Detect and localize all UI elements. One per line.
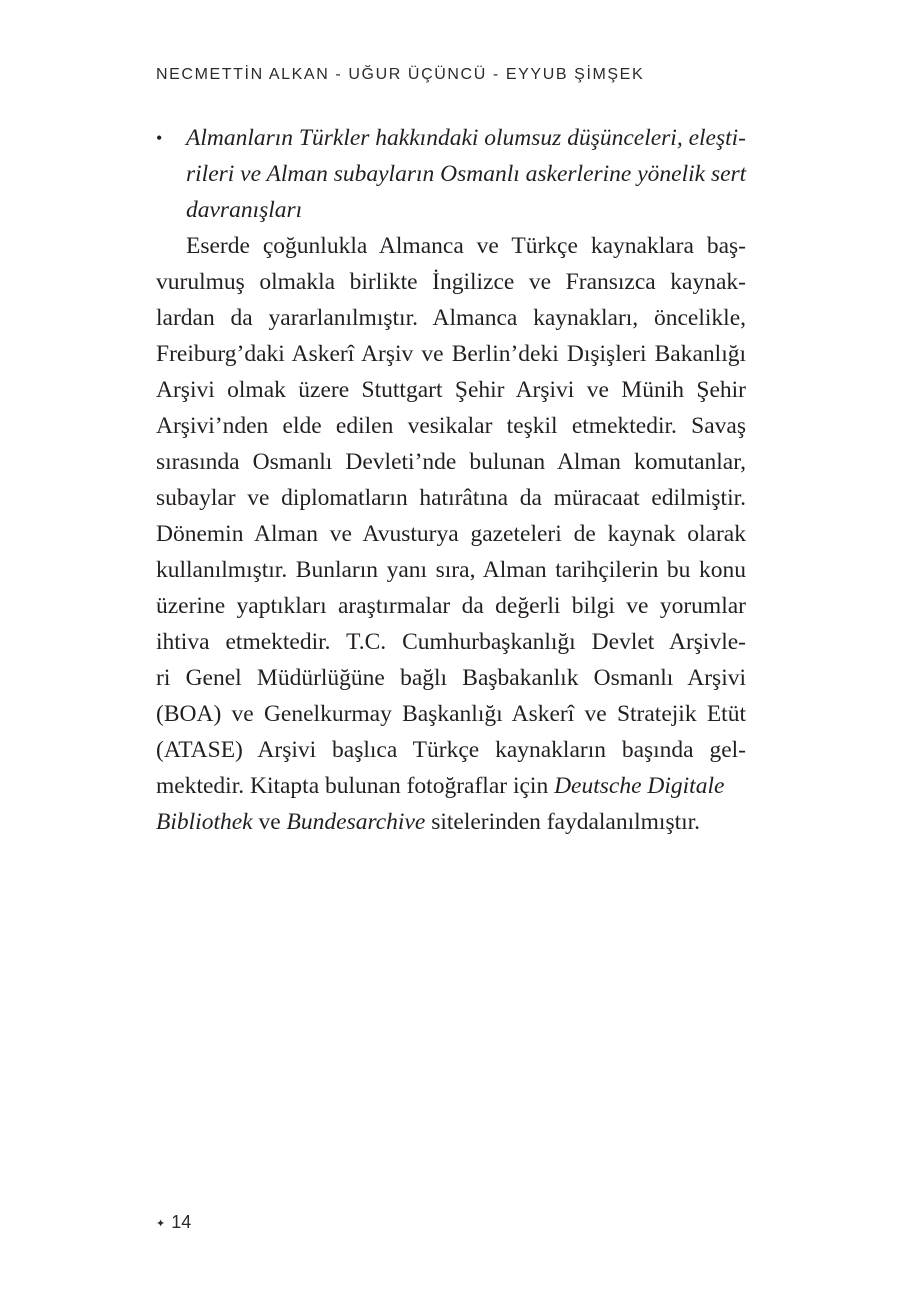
paragraph-line: subaylar ve diplomatların hatırâtına da müracaat edilmiştir. bbox=[156, 485, 746, 511]
paragraph-line: ihtiva etmektedir. T.C. Cumhurbaşkanlığı Devlet Arşivle- bbox=[156, 629, 746, 655]
paragraph-line: (BOA) ve Genelkurmay Başkanlığı Askerî ve Stratejik Etüt bbox=[156, 701, 746, 727]
body-paragraph bbox=[156, 228, 746, 840]
bullet-line: Almanların Türkler hakkındaki olumsuz düşünceleri, eleşti- bbox=[186, 125, 747, 151]
paragraph-line: Arşivi olmak üzere Stuttgart Şehir Arşivi ve Münih Şehir bbox=[156, 377, 746, 403]
paragraph-line: lardan da yararlanılmıştır. Almanca kaynakları, öncelikle, bbox=[156, 305, 746, 331]
italic-source-title: Deutsche Digitale bbox=[554, 773, 725, 799]
paragraph-line: kullanılmıştır. Bunların yanı sıra, Alman tarihçilerin bu konu bbox=[156, 557, 746, 583]
diamond-ornament-icon: ✦ bbox=[156, 1217, 166, 1230]
paragraph-line: Freiburg’daki Askerî Arşiv ve Berlin’deki Dışişleri Bakanlığı bbox=[156, 341, 746, 367]
bullet-text bbox=[186, 120, 746, 228]
connector-text: ve bbox=[258, 809, 281, 835]
closing-text: sitelerinden faydalanılmıştır. bbox=[431, 809, 701, 835]
paragraph-line: vurulmuş olmakla birlikte İngilizce ve Fransızca kaynak- bbox=[156, 269, 746, 295]
paragraph-line: Arşivi’nden elde edilen vesikalar teşkil etmektedir. Savaş bbox=[156, 413, 746, 439]
paragraph-line: (ATASE) Arşivi başlıca Türkçe kaynakların başında gel- bbox=[156, 737, 746, 763]
paragraph-line-text: mektedir. Kitapta bulunan fotoğraflar için bbox=[156, 773, 549, 799]
italic-source-title: Bundesarchive bbox=[286, 809, 426, 835]
running-head: NECMETTİN ALKAN - UĞUR ÜÇÜNCÜ - EYYUB ŞİMŞEK bbox=[156, 66, 645, 83]
paragraph-line: Dönemin Alman ve Avusturya gazeteleri de kaynak olarak bbox=[156, 521, 746, 547]
page-footer bbox=[156, 1212, 191, 1233]
bullet-marker: • bbox=[156, 128, 163, 148]
bullet-line: davranışları bbox=[186, 197, 303, 223]
paragraph-line: üzerine yaptıkları araştırmalar da değerli bilgi ve yorumlar bbox=[156, 593, 746, 619]
page-number: 14 bbox=[171, 1212, 192, 1232]
bullet-line: rileri ve Alman subayların Osmanlı askerlerine yönelik sert bbox=[186, 161, 747, 187]
paragraph-line bbox=[156, 804, 746, 840]
paragraph-line: ri Genel Müdürlüğüne bağlı Başbakanlık Osmanlı Arşivi bbox=[156, 665, 746, 691]
paragraph-line: sırasında Osmanlı Devleti’nde bulunan Alman komutanlar, bbox=[156, 449, 746, 475]
paragraph-line bbox=[156, 768, 746, 804]
italic-source-title: Bibliothek bbox=[156, 809, 253, 835]
paragraph-line: Eserde çoğunlukla Almanca ve Türkçe kaynaklara baş- bbox=[186, 233, 746, 259]
